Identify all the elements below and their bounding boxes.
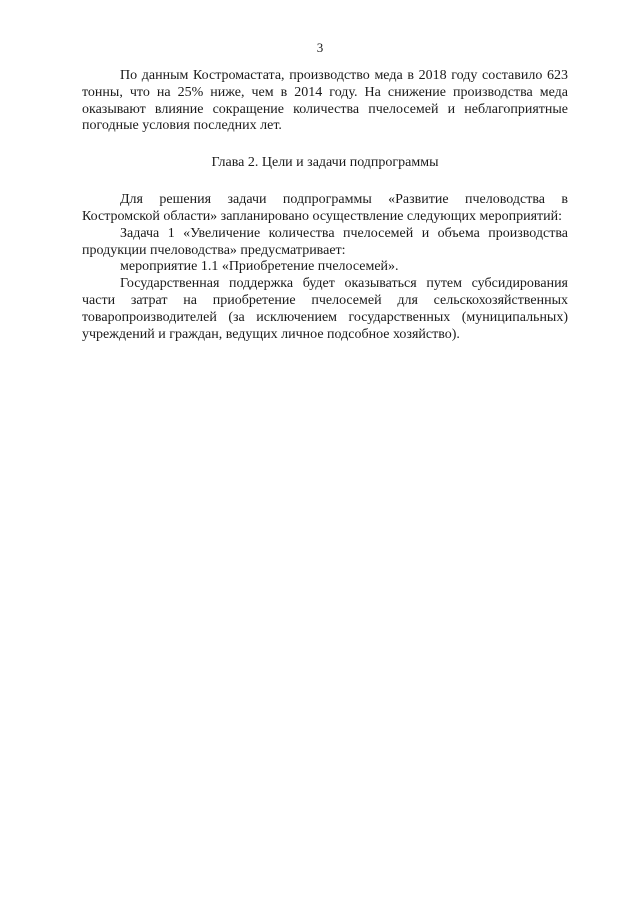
paragraph-state-support: Государственная поддержка будет оказываться путем субсидирования части затрат на приобретение пчелосемей для сельскохозяйственных товаропроизводителей (за исключением государственных (муниципальных) учреждений и граждан, ведущих личное подсобное хозяйство). xyxy=(82,276,568,342)
chapter-heading: Глава 2. Цели и задачи подпрограммы xyxy=(211,155,439,171)
paragraph-task-1: Задача 1 «Увеличение количества пчелосемей и объема производства продукции пчеловодства» предусматривает: xyxy=(82,225,568,258)
document-body xyxy=(82,68,568,343)
paragraph-subprogram-measures: Для решения задачи подпрограммы «Развитие пчеловодства в Костромской области» запланировано осуществление следующих мероприятий: xyxy=(82,192,568,224)
page-number: 3 xyxy=(316,40,324,55)
paragraph-honey-production: По данным Костромастата, производство меда в 2018 году составило 623 тонны, что на 25% ниже, чем в 2014 году. На снижение производства меда оказывают влияние сокращение количества пчелосемей и неблагоприятные погодные условия последних лет. xyxy=(82,68,568,134)
paragraph-measure-1-1: мероприятие 1.1 «Приобретение пчелосемей». xyxy=(120,259,399,275)
